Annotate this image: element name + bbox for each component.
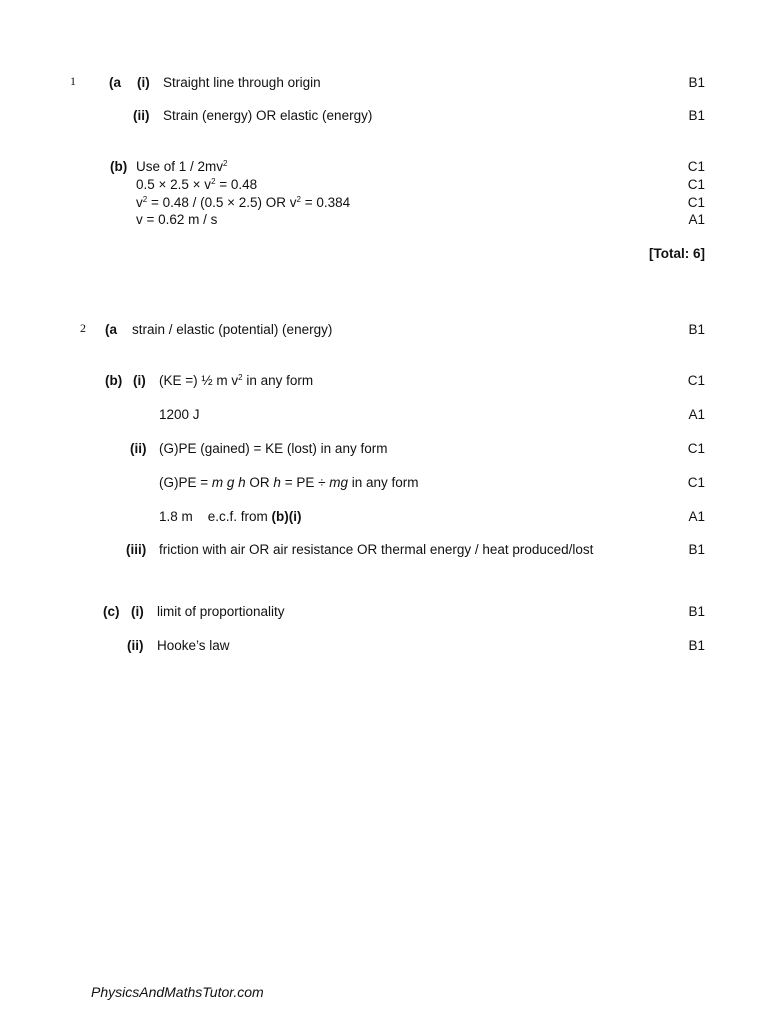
q2-part-c-ii-label: (ii): [127, 638, 144, 653]
q1-a-ii-answer: Strain (energy) OR elastic (energy): [163, 108, 373, 123]
q1-b-line-3: $v^2 = 0.48 / (0.5 \times 2.5)$ OR $v^2 = 0.384$: [136, 195, 351, 210]
q1-part-b-label: (b): [110, 159, 128, 174]
q1-b-mark-3: C1: [687, 195, 705, 210]
q2-a-mark: B1: [688, 322, 705, 337]
q1-b-line-2: $0.5 \times 2.5 \times v^2 = 0.48$: [136, 177, 258, 192]
q1-a-i-answer: Straight line through origin: [163, 75, 321, 90]
q1-b-mark-1: C1: [687, 159, 705, 174]
q2-part-c-label: (c): [103, 604, 120, 619]
q2-part-b-i-label: (i): [133, 373, 146, 388]
q1-b-mark-2: C1: [687, 177, 705, 192]
footer-site-name: PhysicsAndMathsTutor.com: [91, 984, 264, 1000]
q1-part-a-label: (a: [109, 75, 122, 90]
q2-b-iii-answer: friction with air OR air resistance OR thermal energy / heat produced/lost: [159, 542, 594, 557]
q1-b-line-1: Use of $1 / 2mv^2$: [136, 159, 228, 174]
q1-total: [Total: 6]: [649, 246, 705, 261]
q2-b-ii-answer-1: (G)PE (gained) = KE (lost) in any form: [159, 441, 388, 456]
q1-a-i-mark: B1: [688, 75, 705, 90]
q1-a-ii-mark: B1: [688, 108, 705, 123]
q2-b-ii-mark-1: C1: [687, 441, 705, 456]
q2-b-iii-mark: B1: [688, 542, 705, 557]
q2-c-ii-mark: B1: [688, 638, 705, 653]
q2-a-answer: strain / elastic (potential) (energy): [132, 322, 333, 337]
q2-part-b-iii-label: (iii): [126, 542, 147, 557]
q1-part-a-ii-label: (ii): [133, 108, 150, 123]
q2-b-ii-mark-2: C1: [687, 475, 705, 490]
q2-b-i-answer-1: (KE =) ½ m $v^2$ in any form: [159, 373, 314, 388]
q2-b-i-mark-2: A1: [688, 407, 705, 422]
q1-b-mark-4: A1: [688, 212, 705, 227]
q2-part-b-ii-label: (ii): [130, 441, 147, 456]
q2-b-i-answer-2: 1200 J: [159, 407, 200, 422]
q1-b-line-4: v = 0.62 m / s: [136, 212, 218, 227]
question-1-number: 1: [70, 74, 76, 88]
q2-b-ii-mark-3: A1: [688, 509, 705, 524]
question-2-number: 2: [80, 321, 86, 335]
q2-b-ii-answer-3: 1.8 m e.c.f. from (b)(i): [159, 509, 302, 524]
q2-part-b-label: (b): [105, 373, 123, 388]
q2-c-i-mark: B1: [688, 604, 705, 619]
q2-part-c-i-label: (i): [131, 604, 144, 619]
q2-c-ii-answer: Hooke’s law: [157, 638, 230, 653]
q2-b-i-mark-1: C1: [687, 373, 705, 388]
q2-c-i-answer: limit of proportionality: [157, 604, 285, 619]
q2-b-ii-answer-2: (G)PE = m g h OR h = PE ÷ mg in any form: [159, 475, 419, 490]
q2-part-a-label: (a: [105, 322, 118, 337]
q1-part-a-i-label: (i): [137, 75, 150, 90]
